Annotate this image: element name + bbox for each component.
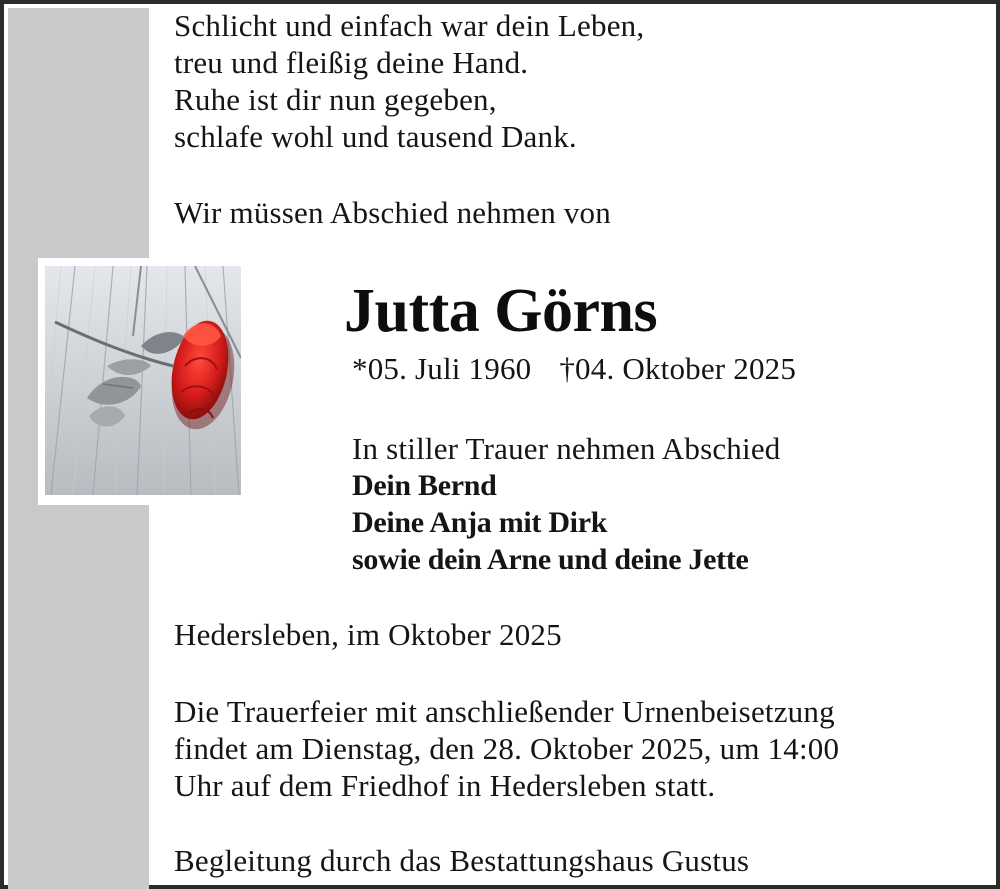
deceased-name: Jutta Görns [344,277,658,345]
poem-line: schlafe wohl und tausend Dank. [174,119,577,154]
birth-date: *05. Juli 1960 [352,351,532,386]
life-dates [352,351,796,387]
poem [174,8,644,156]
service-line: Die Trauerfeier mit anschließender Urnenbeisetzung [174,694,835,729]
mourner-name: sowie dein Arne und deine Jette [352,543,749,576]
mourners-block [352,431,780,579]
rose-photo [38,258,250,505]
death-date: †04. Oktober 2025 [559,351,797,386]
place-date: Hedersleben, im Oktober 2025 [174,617,562,652]
rose-image [45,266,241,495]
mourners-heading: In stiller Trauer nehmen Abschied [352,431,781,466]
mourner-name: Dein Bernd [352,469,497,502]
service-info [174,694,839,805]
undertaker-note: Begleitung durch das Bestattungshaus Gustus [174,843,750,878]
service-line: findet am Dienstag, den 28. Oktober 2025, um 14:00 [174,731,840,766]
service-line: Uhr auf dem Friedhof in Hedersleben statt. [174,768,716,803]
poem-line: treu und fleißig deine Hand. [174,45,529,80]
intro-text: Wir müssen Abschied nehmen von [174,195,611,230]
poem-line: Ruhe ist dir nun gegeben, [174,82,497,117]
poem-line: Schlicht und einfach war dein Leben, [174,8,645,43]
mourner-name: Deine Anja mit Dirk [352,506,608,539]
